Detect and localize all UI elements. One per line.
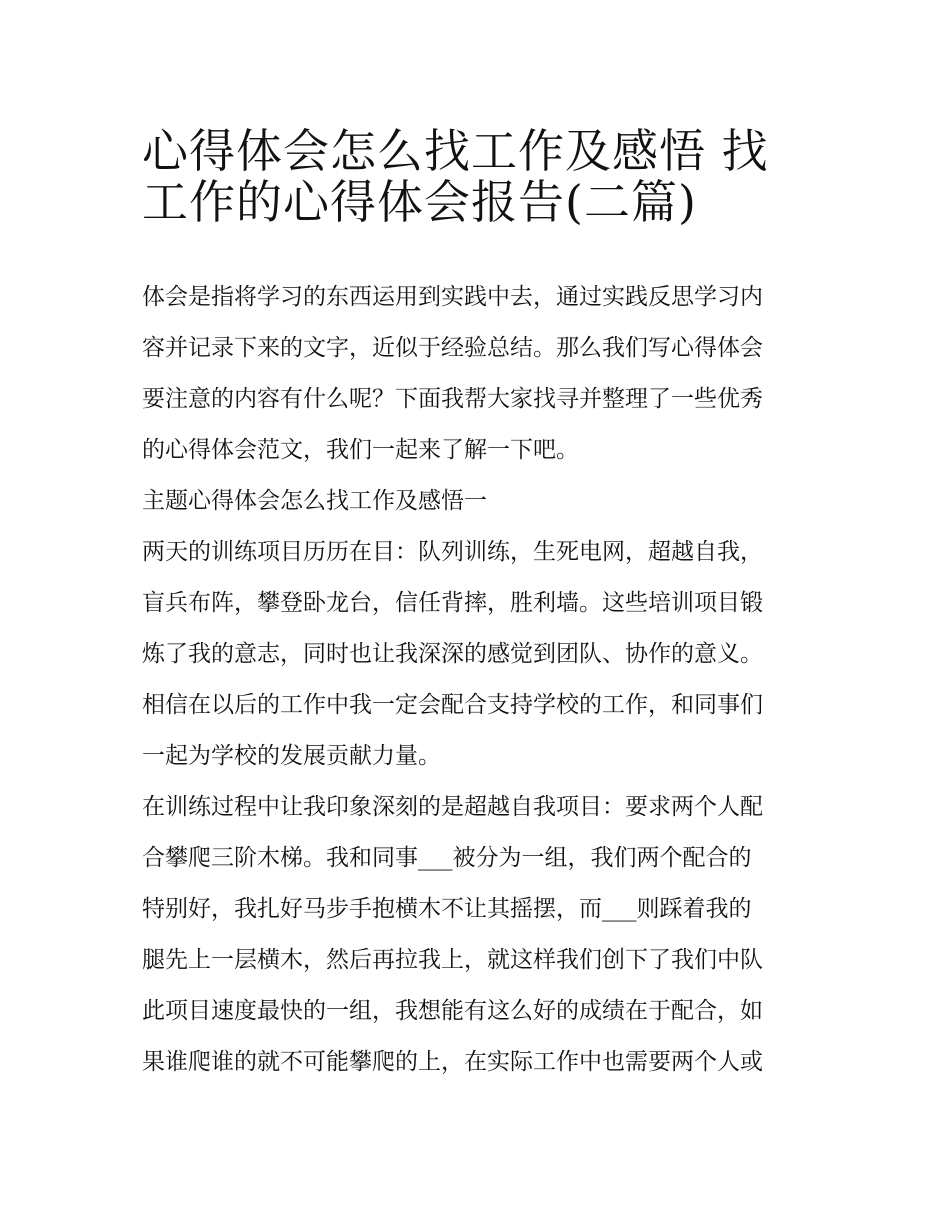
body-line: 炼了我的意志，同时也让我深深的感觉到团队、协作的意义。 xyxy=(142,641,763,667)
body-line: 一起为学校的发展贡献力量。 xyxy=(142,743,441,769)
body-line: 两天的训练项目历历在目：队列训练，生死电网，超越自我， xyxy=(142,539,763,565)
body-line: 此项目速度最快的一组，我想能有这么好的成绩在于配合，如 xyxy=(142,998,763,1024)
body-line: 腿先上一层横木，然后再拉我上，就这样我们创下了我们中队 xyxy=(142,947,763,973)
document-title xyxy=(142,114,812,229)
body-line: 体会是指将学习的东西运用到实践中去，通过实践反思学习内 xyxy=(142,284,763,310)
body-line: 在训练过程中让我印象深刻的是超越自我项目：要求两个人配 xyxy=(142,794,763,820)
body-line: 要注意的内容有什么呢？下面我帮大家找寻并整理了一些优秀 xyxy=(142,386,763,412)
body-line: 相信在以后的工作中我一定会配合支持学校的工作，和同事们 xyxy=(142,692,763,718)
title-line-1: 心得体会怎么找工作及感悟 找 xyxy=(142,124,769,178)
body-line: 合攀爬三阶木梯。我和同事___被分为一组，我们两个配合的 xyxy=(142,845,752,871)
body-line: 盲兵布阵，攀登卧龙台，信任背摔，胜利墙。这些培训项目锻 xyxy=(142,590,763,616)
section-heading: 主题心得体会怎么找工作及感悟一 xyxy=(142,488,487,514)
body-line: 容并记录下来的文字，近似于经验总结。那么我们写心得体会 xyxy=(142,335,763,361)
title-line-2: 工作的心得体会报告(二篇) xyxy=(142,175,697,229)
body-line: 果谁爬谁的就不可能攀爬的上，在实际工作中也需要两个人或 xyxy=(142,1049,763,1075)
body-line: 特别好，我扎好马步手抱横木不让其摇摆，而___则踩着我的 xyxy=(142,896,752,922)
document-body xyxy=(142,272,812,1088)
body-line: 的心得体会范文，我们一起来了解一下吧。 xyxy=(142,437,579,463)
